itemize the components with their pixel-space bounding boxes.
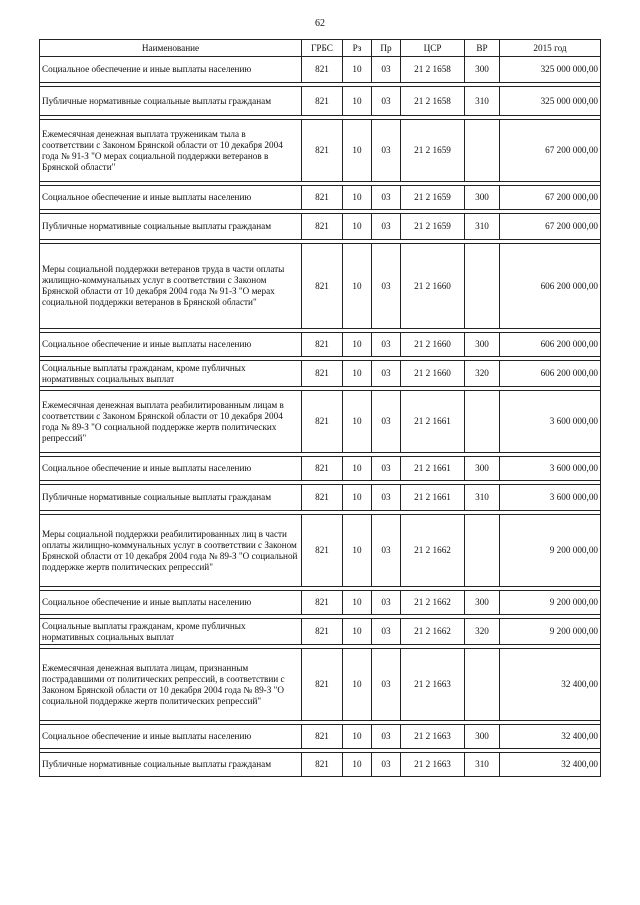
row-vr-cell: 300 [465, 725, 500, 749]
row-grbs-cell: 821 [302, 333, 343, 357]
row-csr-cell: 21 2 1661 [401, 457, 465, 481]
row-name-cell: Социальное обеспечение и иные выплаты населению [40, 333, 302, 357]
row-vr-cell [465, 120, 500, 182]
row-csr-cell: 21 2 1658 [401, 57, 465, 83]
row-amount-cell: 9 200 000,00 [500, 515, 601, 587]
row-grbs-cell: 821 [302, 361, 343, 387]
row-pr-cell: 03 [372, 120, 401, 182]
row-grbs-cell: 821 [302, 649, 343, 721]
row-name-cell: Социальное обеспечение и иные выплаты населению [40, 457, 302, 481]
row-amount-cell: 32 400,00 [500, 725, 601, 749]
row-pr-cell: 03 [372, 391, 401, 453]
row-vr-cell: 310 [465, 214, 500, 240]
row-vr-cell: 300 [465, 591, 500, 615]
table-row [40, 515, 601, 587]
row-name-cell: Социальное обеспечение и иные выплаты населению [40, 725, 302, 749]
table-header-row [40, 40, 601, 57]
row-pr-cell: 03 [372, 485, 401, 511]
row-vr-cell: 300 [465, 457, 500, 481]
row-pr-cell: 03 [372, 361, 401, 387]
row-amount-cell: 325 000 000,00 [500, 57, 601, 83]
row-name-cell: Публичные нормативные социальные выплаты гражданам [40, 87, 302, 116]
row-rz-cell: 10 [343, 485, 372, 511]
row-name-cell: Публичные нормативные социальные выплаты гражданам [40, 485, 302, 511]
budget-table [39, 39, 601, 777]
row-grbs-cell: 821 [302, 619, 343, 645]
row-vr-cell: 310 [465, 753, 500, 777]
row-grbs-cell: 821 [302, 57, 343, 83]
table-row [40, 361, 601, 387]
row-amount-cell: 3 600 000,00 [500, 457, 601, 481]
row-amount-cell: 3 600 000,00 [500, 391, 601, 453]
column-header-csr: ЦСР [401, 40, 465, 57]
row-grbs-cell: 821 [302, 591, 343, 615]
row-grbs-cell: 821 [302, 725, 343, 749]
row-amount-cell: 325 000 000,00 [500, 87, 601, 116]
row-csr-cell: 21 2 1662 [401, 515, 465, 587]
row-rz-cell: 10 [343, 87, 372, 116]
row-vr-cell: 300 [465, 186, 500, 210]
row-pr-cell: 03 [372, 753, 401, 777]
row-csr-cell: 21 2 1662 [401, 591, 465, 615]
row-rz-cell: 10 [343, 619, 372, 645]
row-grbs-cell: 821 [302, 485, 343, 511]
row-grbs-cell: 821 [302, 214, 343, 240]
row-rz-cell: 10 [343, 725, 372, 749]
table-row [40, 120, 601, 182]
row-grbs-cell: 821 [302, 457, 343, 481]
row-name-cell: Социальное обеспечение и иные выплаты населению [40, 186, 302, 210]
row-csr-cell: 21 2 1659 [401, 186, 465, 210]
row-grbs-cell: 821 [302, 515, 343, 587]
table-row [40, 333, 601, 357]
row-csr-cell: 21 2 1663 [401, 753, 465, 777]
row-csr-cell: 21 2 1663 [401, 725, 465, 749]
column-header-name: Наименование [40, 40, 302, 57]
table-row [40, 485, 601, 511]
row-pr-cell: 03 [372, 725, 401, 749]
row-amount-cell: 9 200 000,00 [500, 591, 601, 615]
column-header-year: 2015 год [500, 40, 601, 57]
row-pr-cell: 03 [372, 457, 401, 481]
table-row [40, 649, 601, 721]
row-rz-cell: 10 [343, 244, 372, 329]
row-pr-cell: 03 [372, 244, 401, 329]
table-row [40, 619, 601, 645]
row-amount-cell: 9 200 000,00 [500, 619, 601, 645]
row-csr-cell: 21 2 1661 [401, 391, 465, 453]
row-csr-cell: 21 2 1658 [401, 87, 465, 116]
table-row [40, 725, 601, 749]
row-amount-cell: 32 400,00 [500, 753, 601, 777]
table-row [40, 591, 601, 615]
table-row [40, 457, 601, 481]
row-grbs-cell: 821 [302, 120, 343, 182]
row-grbs-cell: 821 [302, 186, 343, 210]
row-vr-cell: 320 [465, 619, 500, 645]
table-row [40, 753, 601, 777]
row-amount-cell: 606 200 000,00 [500, 333, 601, 357]
row-csr-cell: 21 2 1662 [401, 619, 465, 645]
row-pr-cell: 03 [372, 186, 401, 210]
row-name-cell: Социальное обеспечение и иные выплаты населению [40, 591, 302, 615]
row-vr-cell: 300 [465, 57, 500, 83]
row-grbs-cell: 821 [302, 753, 343, 777]
row-rz-cell: 10 [343, 214, 372, 240]
row-csr-cell: 21 2 1660 [401, 244, 465, 329]
row-csr-cell: 21 2 1660 [401, 361, 465, 387]
table-row [40, 391, 601, 453]
row-rz-cell: 10 [343, 457, 372, 481]
row-vr-cell: 310 [465, 87, 500, 116]
row-name-cell: Публичные нормативные социальные выплаты гражданам [40, 214, 302, 240]
row-vr-cell: 310 [465, 485, 500, 511]
row-rz-cell: 10 [343, 515, 372, 587]
row-csr-cell: 21 2 1663 [401, 649, 465, 721]
row-grbs-cell: 821 [302, 244, 343, 329]
page-number: 62 [315, 18, 325, 29]
row-pr-cell: 03 [372, 214, 401, 240]
row-rz-cell: 10 [343, 591, 372, 615]
row-rz-cell: 10 [343, 753, 372, 777]
row-amount-cell: 606 200 000,00 [500, 361, 601, 387]
row-vr-cell [465, 515, 500, 587]
row-pr-cell: 03 [372, 591, 401, 615]
row-rz-cell: 10 [343, 186, 372, 210]
row-name-cell: Публичные нормативные социальные выплаты гражданам [40, 753, 302, 777]
row-amount-cell: 67 200 000,00 [500, 186, 601, 210]
table-row [40, 244, 601, 329]
row-amount-cell: 3 600 000,00 [500, 485, 601, 511]
row-rz-cell: 10 [343, 57, 372, 83]
row-pr-cell: 03 [372, 87, 401, 116]
row-pr-cell: 03 [372, 333, 401, 357]
row-name-cell: Меры социальной поддержки реабилитированных лиц в части оплаты жилищно-коммунальных услуг в соответствии с Законом Брянской области от 10 декабря 2004 года № 89-З "О социальной поддержке жертв политических репрессий" [40, 515, 302, 587]
column-header-rz: Рз [343, 40, 372, 57]
row-grbs-cell: 821 [302, 391, 343, 453]
row-csr-cell: 21 2 1659 [401, 120, 465, 182]
row-rz-cell: 10 [343, 649, 372, 721]
table-row [40, 186, 601, 210]
table-row [40, 57, 601, 83]
row-name-cell: Ежемесячная денежная выплата реабилитированным лицам в соответствии с Законом Брянской области от 10 декабря 2004 года № 89-З "О социальной поддержке жертв политических репрессий" [40, 391, 302, 453]
row-grbs-cell: 821 [302, 87, 343, 116]
row-pr-cell: 03 [372, 649, 401, 721]
row-amount-cell: 67 200 000,00 [500, 214, 601, 240]
column-header-pr: Пр [372, 40, 401, 57]
row-csr-cell: 21 2 1660 [401, 333, 465, 357]
row-pr-cell: 03 [372, 515, 401, 587]
row-rz-cell: 10 [343, 361, 372, 387]
row-name-cell: Меры социальной поддержки ветеранов труда в части оплаты жилищно-коммунальных услуг в соответствии с Законом Брянской области от 10 декабря 2004 года № 91-З "О мерах социальной поддержки ветеранов в Брянской области" [40, 244, 302, 329]
row-vr-cell [465, 391, 500, 453]
row-name-cell: Ежемесячная денежная выплата труженикам тыла в соответствии с Законом Брянской области от 10 декабря 2004 года № 91-З "О мерах социальной поддержки ветеранов в Брянской области" [40, 120, 302, 182]
row-vr-cell [465, 649, 500, 721]
row-name-cell: Ежемесячная денежная выплата лицам, признанным пострадавшими от политических репрессий, в соответствии с Законом Брянской области от 10 декабря 2004 года № 89-З "О социальной поддержке жертв политических репрессий" [40, 649, 302, 721]
row-vr-cell: 320 [465, 361, 500, 387]
table-row [40, 87, 601, 116]
row-amount-cell: 67 200 000,00 [500, 120, 601, 182]
row-name-cell: Социальные выплаты гражданам, кроме публичных нормативных социальных выплат [40, 619, 302, 645]
row-name-cell: Социальные выплаты гражданам, кроме публичных нормативных социальных выплат [40, 361, 302, 387]
row-vr-cell [465, 244, 500, 329]
row-rz-cell: 10 [343, 391, 372, 453]
row-name-cell: Социальное обеспечение и иные выплаты населению [40, 57, 302, 83]
row-csr-cell: 21 2 1661 [401, 485, 465, 511]
row-csr-cell: 21 2 1659 [401, 214, 465, 240]
table-row [40, 214, 601, 240]
row-vr-cell: 300 [465, 333, 500, 357]
row-pr-cell: 03 [372, 619, 401, 645]
row-amount-cell: 32 400,00 [500, 649, 601, 721]
table-body [40, 57, 601, 777]
row-rz-cell: 10 [343, 333, 372, 357]
row-rz-cell: 10 [343, 120, 372, 182]
row-amount-cell: 606 200 000,00 [500, 244, 601, 329]
row-pr-cell: 03 [372, 57, 401, 83]
column-header-grbs: ГРБС [302, 40, 343, 57]
column-header-vr: ВР [465, 40, 500, 57]
